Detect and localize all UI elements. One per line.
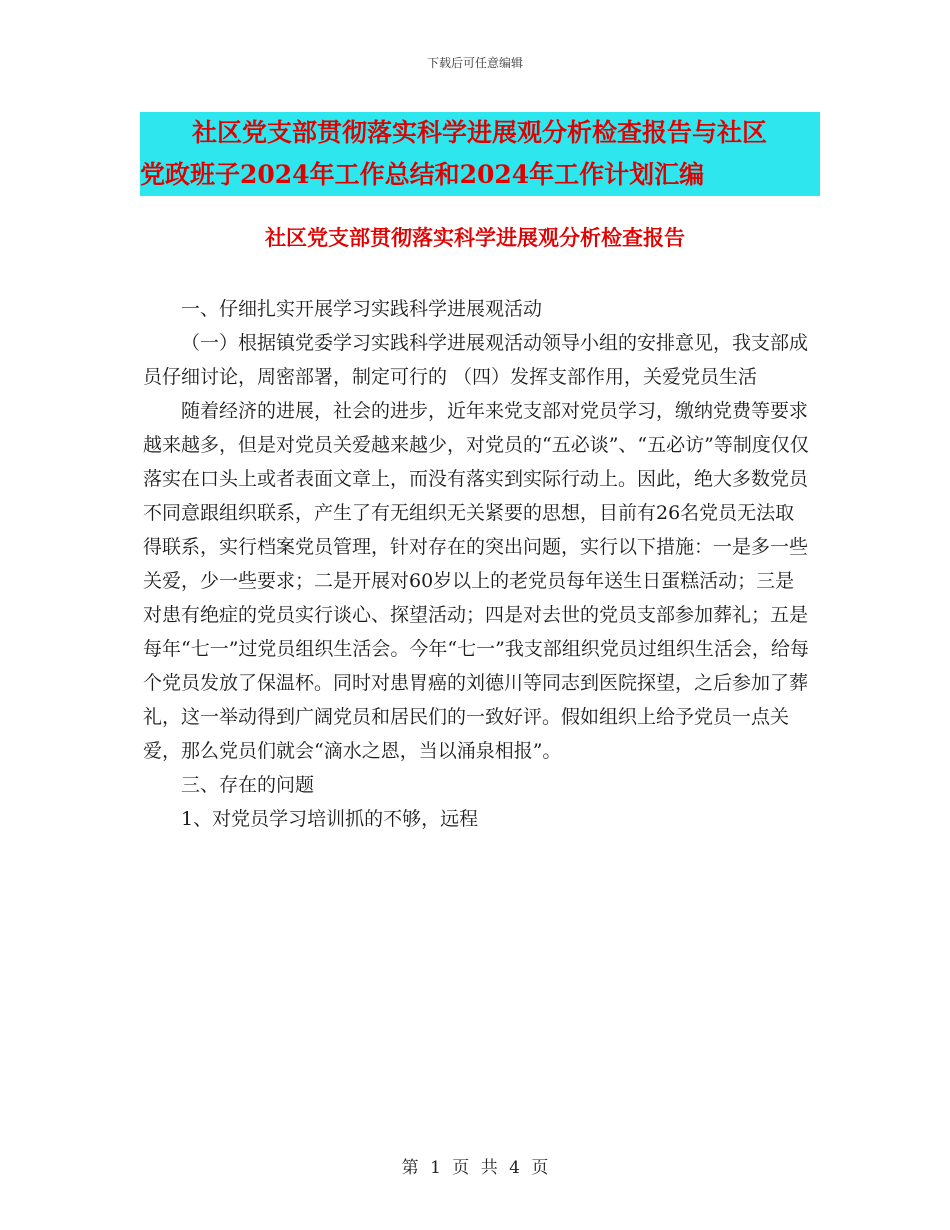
page-footer: 第 1 页 共 4 页 xyxy=(401,1158,549,1178)
document-title xyxy=(140,112,820,196)
section-title: 社区党支部贯彻落实科学进展观分析检查报告 xyxy=(265,225,685,250)
title-line-1: 社区党支部贯彻落实科学进展观分析检查报告与社区 xyxy=(192,118,768,147)
document-body xyxy=(143,292,811,836)
header-note: 下载后可任意编辑 xyxy=(426,56,523,70)
title-line-2: 党政班子2024年工作总结和2024年工作计划汇编 xyxy=(140,160,705,189)
paragraph-heading-1: 一、仔细扎实开展学习实践科学进展观活动 xyxy=(181,298,543,320)
paragraph-heading-3: 三、存在的问题 xyxy=(181,774,315,796)
paragraph-3: 1、对党员学习培训抓的不够，远程 xyxy=(181,808,479,830)
paragraph-2: 随着经济的进展，社会的进步，近年来党支部对党员学习，缴纳党费等要求越来越多，但是对党员关爱越来越少，对党员的“五必谈”、“五必访”等制度仅仅落实在口头上或者表面文章上，而没有落实到实际行动上。因此，绝大多数党员不同意跟组织联系，产生了有无组织无关紧要的思想，目前有26名党员无法取得联系，实行档案党员管理，针对存在的突出问题，实行以下措施：一是多一些关爱，少一些要求；二是开展对60岁以上的老党员每年送生日蛋糕活动；三是对患有绝症的党员实行谈心、探望活动；四是对去世的党员支部参加葬礼；五是每年“七一”过党员组织生活会。今年“七一”我支部组织党员过组织生活会，给每个党员发放了保温杯。同时对患胃癌的刘德川等同志到医院探望，之后参加了葬礼，这一举动得到广阔党员和居民们的一致好评。假如组织上给予党员一点关爱，那么党员们就会“滴水之恩，当以涌泉相报”。 xyxy=(143,400,809,762)
paragraph-1: （一）根据镇党委学习实践科学进展观活动领导小组的安排意见，我支部成员仔细讨论，周密部署，制定可行的 （四）发挥支部作用，关爱党员生活 xyxy=(143,332,809,388)
